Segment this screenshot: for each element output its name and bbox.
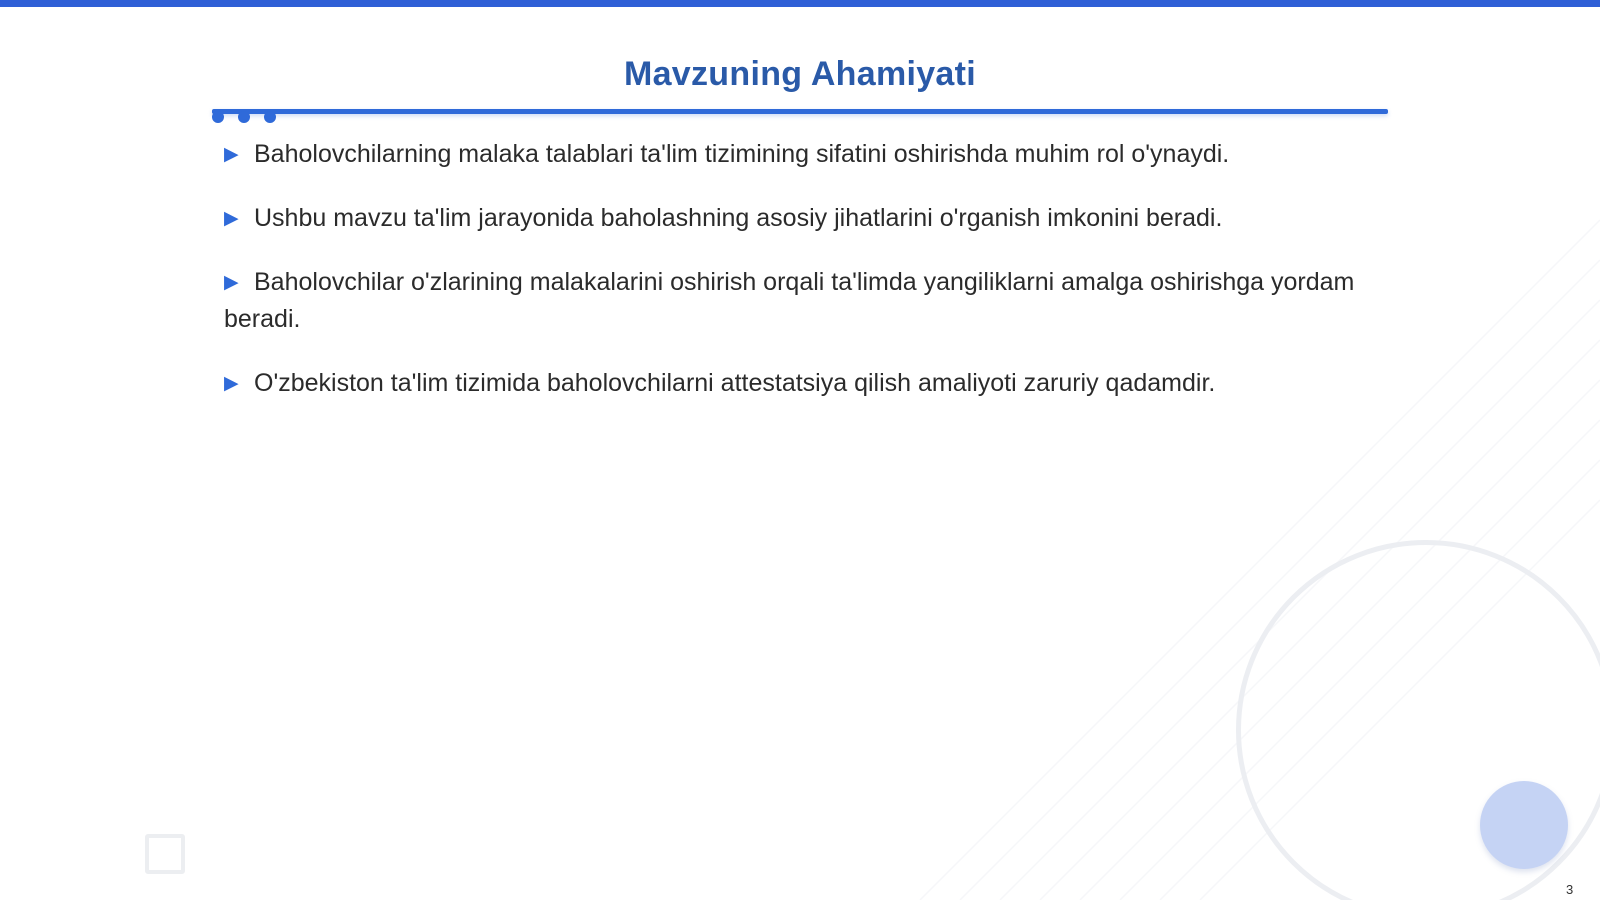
bullet-arrow-icon: ▶ [224,208,239,229]
bullet-item [224,200,1384,237]
bullet-arrow-icon: ▶ [224,373,239,394]
underline-dot [238,111,250,123]
bullet-arrow-icon: ▶ [224,144,239,165]
bullet-list [224,136,1384,429]
bullet-text: Ushbu mavzu ta'lim jarayonida baholashning asosiy jihatlarini o'rganish imkonini beradi. [254,204,1223,232]
bullet-item [224,365,1384,402]
bullet-item [224,264,1384,338]
slide-title: Mavzuning Ahamiyati [623,55,977,93]
underline-dot [212,111,224,123]
underline-dot [264,111,276,123]
bullet-text: O'zbekiston ta'lim tizimida baholovchilarni attestatsiya qilish amaliyoti zaruriy qadamdir. [254,369,1216,397]
bullet-text: Baholovchilar o'zlarining malakalarini oshirish orqali ta'limda yangiliklarni amalga oshirishga yordam beradi. [224,268,1355,333]
title-underline [212,109,1388,114]
bullet-arrow-icon: ▶ [224,272,239,293]
bullet-text: Baholovchilarning malaka talablari ta'lim tizimining sifatini oshirishda muhim rol o'ynaydi. [254,140,1230,168]
decorative-dot [1480,781,1568,869]
decorative-square [145,834,185,874]
page-number: 3 [1566,882,1574,897]
bullet-item [224,136,1384,173]
